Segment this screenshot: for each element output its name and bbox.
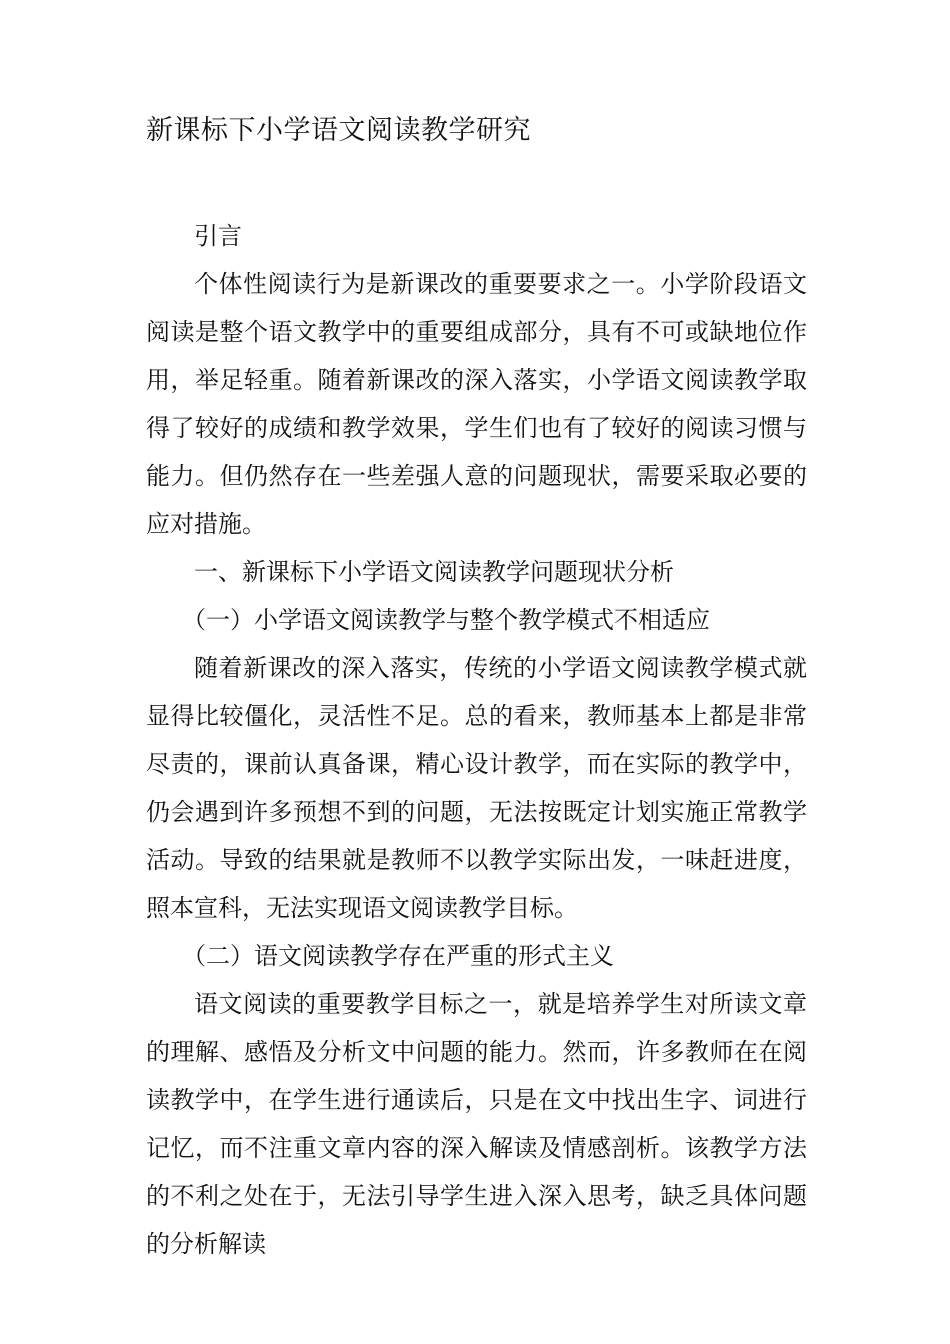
subsection-2-heading: （二）语文阅读教学存在严重的形式主义 — [182, 942, 614, 970]
section-1-heading: 一、新课标下小学语文阅读教学问题现状分析 — [194, 558, 674, 586]
subsection-1-paragraph: 随着新课改的深入落实，传统的小学语文阅读教学模式就显得比较僵化，灵活性不足。总的看来，教师基本上都是非常尽责的，课前认真备课，精心设计教学，而在实际的教学中，仍会遇到许多预想不到的问题，无法按既定计划实施正常教学活动。导致的结果就是教师不以教学实际出发，一味赶进度，照本宣科，无法实现语文阅读教学目标。 — [146, 654, 807, 922]
intro-heading: 引言 — [194, 222, 242, 250]
intro-paragraph: 个体性阅读行为是新课改的重要要求之一。小学阶段语文阅读是整个语文教学中的重要组成部分，具有不可或缺地位作用，举足轻重。随着新课改的深入落实，小学语文阅读教学取得了较好的成绩和教学效果，学生们也有了较好的阅读习惯与能力。但仍然存在一些差强人意的问题现状，需要采取必要的应对措施。 — [146, 270, 807, 538]
subsection-1-heading: （一）小学语文阅读教学与整个教学模式不相适应 — [182, 606, 710, 634]
document-title: 新课标下小学语文阅读教学研究 — [146, 115, 531, 146]
document-body — [146, 212, 807, 1268]
subsection-2-paragraph: 语文阅读的重要教学目标之一，就是培养学生对所读文章的理解、感悟及分析文中问题的能力。然而，许多教师在在阅读教学中，在学生进行通读后，只是在文中找出生字、词进行记忆，而不注重文章内容的深入解读及情感剖析。该教学方法的不利之处在于，无法引导学生进入深入思考，缺乏具体问题的分析解读 — [146, 990, 807, 1258]
